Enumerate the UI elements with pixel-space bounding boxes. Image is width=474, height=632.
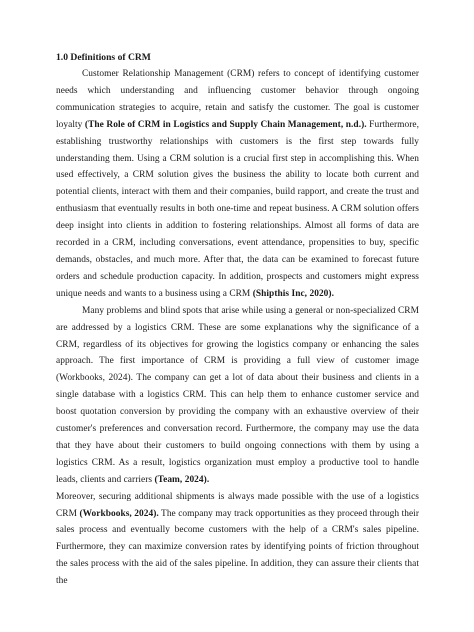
paragraph-text: Moreover, securing additional shipments is always made possible with the use of a logistics CRM [56, 491, 419, 519]
document-page [56, 52, 419, 590]
body-paragraph [56, 303, 419, 489]
citation: (Workbooks, 2024). [79, 508, 159, 519]
section-heading: 1.0 Definitions of CRM [56, 52, 151, 63]
paragraph-text: Furthermore, establishing trustworthy relationships with customers is the first step towards fully understanding them. Using a CRM solution is a crucial first step in accomplishing this. When used effectively, a CRM solution gives the business the ability to locate both current and potential clients, interact with them and their companies, build rapport, and create the trust and enthusiasm that eventually results in both one-time and repeat business. A CRM solution offers deep insight into clients in addition to fostering relationships. Almost all forms of data are recorded in a CRM, including conversations, event attendance, propensities to buy, specific demands, obstacles, and much more. After that, the data can be examined to forecast future orders and schedule production capacity. In addition, prospects and customers might express unique needs and wants to a business using a CRM [56, 119, 419, 299]
citation: (The Role of CRM in Logistics and Supply Chain Management, n.d.). [84, 119, 367, 130]
citation: (Shipthis Inc, 2020). [252, 288, 334, 299]
paragraph-text: Many problems and blind spots that arise while using a general or non-specialized CRM are addressed by a logistics CRM. These are some explanations why the significance of a CRM, regardless of its objectives for growing the logistics company or enhancing the sales approach. The first importance of CRM is providing a full view of customer image (Workbooks, 2024). The company can get a lot of data about their business and clients in a single database with a logistics CRM. This can help them to enhance customer service and boost quotation conversion by providing the company with an exhaustive overview of their customer's preferences and conversation record. Furthermore, the company may use the data that they have about their customers to build ongoing connections with them by using a logistics CRM. As a result, logistics organization must employ a productive tool to handle leads, clients and carriers [56, 305, 419, 485]
paragraph-text: Customer Relationship Management (CRM) refers to concept of identifying customer needs which understanding and influencing customer behavior through ongoing communication strategies to acquire, retain and satisfy the customer. The goal is customer loyalty [56, 69, 419, 130]
body-paragraph [56, 66, 419, 303]
document-body [56, 66, 419, 590]
body-paragraph [56, 489, 419, 590]
paragraph-text: The company may track opportunities as they proceed through their sales process and eventually become customers with the help of a CRM's sales pipeline. Furthermore, they can maximize conversion rates by identifying points of friction throughout the sales process with the aid of the sales pipeline. In addition, they can assure their clients that the [56, 508, 420, 587]
citation: (Team, 2024). [154, 474, 210, 485]
